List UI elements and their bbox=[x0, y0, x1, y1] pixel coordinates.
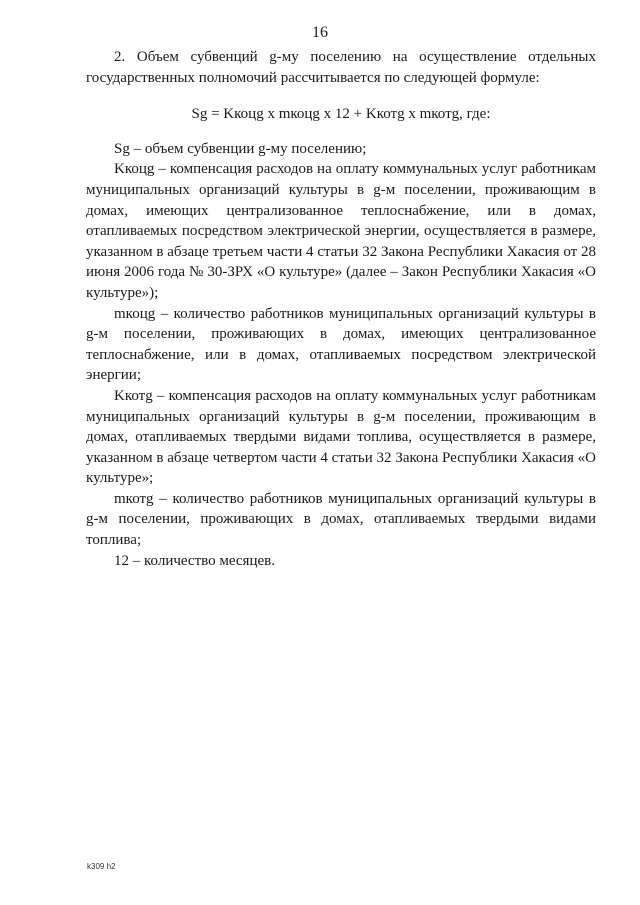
document-body bbox=[86, 47, 596, 571]
definition-kkotg: Kкотg – компенсация расходов на оплату коммунальных услуг работникам муниципальных организаций культуры в g-м поселении, проживающим в домах, отапливаемых твердыми видами топлива, осуществляется в размере, указанном в абзаце четвертом части 4 статьи 32 Закона Республики Хакасия «О культуре»; bbox=[86, 387, 596, 487]
formula: Sg = Kкоцg x mкоцg x 12 + Kкотg x mкотg, где: bbox=[191, 106, 491, 123]
definition-months: 12 – количество месяцев. bbox=[114, 552, 275, 569]
definition-mkocg: mкоцg – количество работников муниципальных организаций культуры в g-м поселении, проживающих в домах, имеющих централизованное теплоснабжение, или в домах, отапливаемых посредством электрической энергии; bbox=[86, 305, 596, 384]
definition-sg: Sg – объем субвенции g-му поселению; bbox=[114, 140, 367, 157]
definition-kkocg: Kкоцg – компенсация расходов на оплату коммунальных услуг работникам муниципальных организаций культуры в g-м поселении, проживающим в домах, имеющих централизованное теплоснабжение, или в домах, отапливаемых посредством электрической энергии, осуществляется в размере, указанном в абзаце третьем части 4 статьи 32 Закона Республики Хакасия от 28 июня 2006 года № 30-ЗРХ «О культуре» (далее – Закон Республики Хакасия «О культуре»); bbox=[86, 161, 596, 301]
footer-code: k309 h2 bbox=[87, 862, 116, 871]
page-number: 16 bbox=[312, 24, 328, 41]
intro-paragraph: 2. Объем субвенций g-му поселению на осуществление отдельных государственных полномочий рассчитывается по следующей формуле: bbox=[86, 49, 596, 86]
definition-mkotg: mкотg – количество работников муниципальных организаций культуры в g-м поселении, проживающих в домах, отапливаемых твердыми видами топлива; bbox=[86, 490, 596, 549]
